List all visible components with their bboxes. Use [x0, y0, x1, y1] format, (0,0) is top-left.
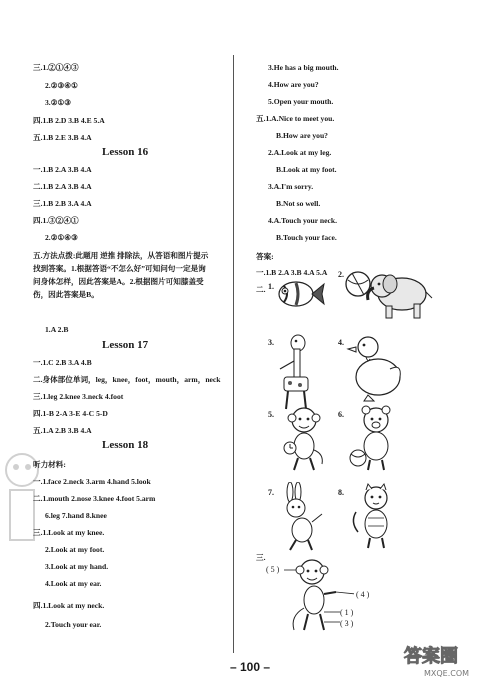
answer-line: 3.A.I'm sorry.	[268, 182, 314, 191]
answer-line: B.Not so well.	[276, 199, 321, 208]
answer-line: 二.	[256, 285, 266, 294]
pic-label-1: 1.	[268, 282, 274, 291]
listening-label: 听力材料:	[33, 460, 66, 469]
part-label-5: ( 5 )	[266, 565, 280, 574]
pic-label-3: 3.	[268, 338, 274, 347]
fish-icon	[276, 278, 326, 310]
svg-text:MXQE.COM: MXQE.COM	[424, 669, 470, 678]
lesson-18-title: Lesson 18	[102, 439, 149, 451]
bear-icon	[348, 404, 398, 474]
answer-line: 四.1.③②④①	[33, 216, 79, 225]
answer-line: 2.Touch your ear.	[45, 620, 102, 629]
answer-line: 三.1.B 2.B 3.A 4.A	[33, 199, 92, 208]
answer-line: 三.1.②①④③	[33, 63, 79, 72]
answer-line: 3.②①③	[45, 98, 72, 107]
answer-line: 二.1.mouth 2.nose 3.knee 4.foot 5.arm	[33, 494, 156, 503]
answer-line: 5.Open your mouth.	[268, 97, 334, 106]
tiger-icon	[348, 482, 398, 552]
answer-line: 一.1.B 2.A 3.B 4.A 5.A	[256, 268, 328, 277]
duck-icon	[346, 333, 406, 403]
watermark-logo	[400, 640, 496, 680]
answer-line: 2.②①④③	[45, 233, 78, 242]
answer-line: 4.A.Touch your neck.	[268, 216, 337, 225]
answer-line: 二.身体部位单词，leg，knee，foot，mouth，arm，neck	[33, 375, 221, 384]
answer-line: 一.1.B 2.A 3.B 4.A	[33, 165, 92, 174]
page-number: – 100 –	[229, 660, 271, 674]
lesson-17-title: Lesson 17	[102, 339, 149, 351]
part-label-1: ( 1 )	[340, 608, 354, 617]
elephant-icon	[344, 262, 434, 322]
lesson-16-title: Lesson 16	[102, 146, 149, 158]
pic-label-7: 7.	[268, 488, 274, 497]
answer-line: 五.1.A.Nice to meet you.	[256, 114, 335, 123]
pic-label-4: 4.	[338, 338, 344, 347]
rabbit-icon	[276, 482, 326, 552]
answer-line: 三.1.Look at my knee.	[33, 528, 105, 537]
answer-line: 一.1.C 2.B 3.A 4.B	[33, 358, 92, 367]
svg-text:答案圈: 答案圈	[404, 646, 458, 667]
answers-label: 答案:	[256, 252, 274, 261]
pic-label-5: 5.	[268, 410, 274, 419]
answer-line: 2.A.Look at my leg.	[268, 148, 332, 157]
answer-line: 6.leg 7.hand 8.knee	[45, 511, 107, 520]
answer-line: 3.Look at my hand.	[45, 562, 109, 571]
answer-line: 一.1.face 2.neck 3.arm 4.hand 5.look	[33, 477, 151, 486]
answer-line: 4.How are you?	[268, 80, 319, 89]
column-divider	[233, 55, 234, 653]
answer-line: B.Look at my foot.	[276, 165, 337, 174]
answer-line: 2.②③④①	[45, 81, 78, 90]
answer-line: 三.1.leg 2.knee 3.neck 4.foot	[33, 392, 124, 401]
answer-line: 四.1.Look at my neck.	[33, 601, 105, 610]
part-label-4: ( 4 )	[356, 590, 370, 599]
answer-line: 2.Look at my foot.	[45, 545, 105, 554]
answer-line: B.How are you?	[276, 131, 328, 140]
answer-line: 四.1-B 2-A 3-E 4-C 5-D	[33, 409, 108, 418]
answer-line: B.Touch your face.	[276, 233, 337, 242]
answer-line: 五.1.A 2.B 3.B 4.A	[33, 426, 92, 435]
answer-line: 1.A 2.B	[45, 325, 69, 334]
faded-cartoon-icon	[2, 440, 42, 560]
answer-line: 3.He has a big mouth.	[268, 63, 339, 72]
monkey-icon	[278, 404, 328, 474]
pic-label-2: 2.	[338, 270, 344, 279]
answer-line: 五.1.B 2.E 3.B 4.A	[33, 133, 92, 142]
part-label-3: ( 3 )	[340, 619, 354, 628]
section-three-label: 三.	[256, 553, 266, 562]
method-note: 五.方法点拨:此题用 逆推 排除法，从答语和图片提示找到答案。1.根据答语“不怎么好”可知问句一定是询问身体怎样，因此答案是A。2.根据图片可知膝盖受伤，因此答案是B。	[33, 251, 209, 299]
monkey-parts-icon	[284, 556, 354, 636]
pic-label-6: 6.	[338, 410, 344, 419]
answer-line: 4.Look at my ear.	[45, 579, 102, 588]
giraffe-icon	[276, 333, 316, 413]
answer-line: 二.1.B 2.A 3.B 4.A	[33, 182, 92, 191]
answer-line: 四.1.B 2.D 3.B 4.E 5.A	[33, 116, 105, 125]
pic-label-8: 8.	[338, 488, 344, 497]
